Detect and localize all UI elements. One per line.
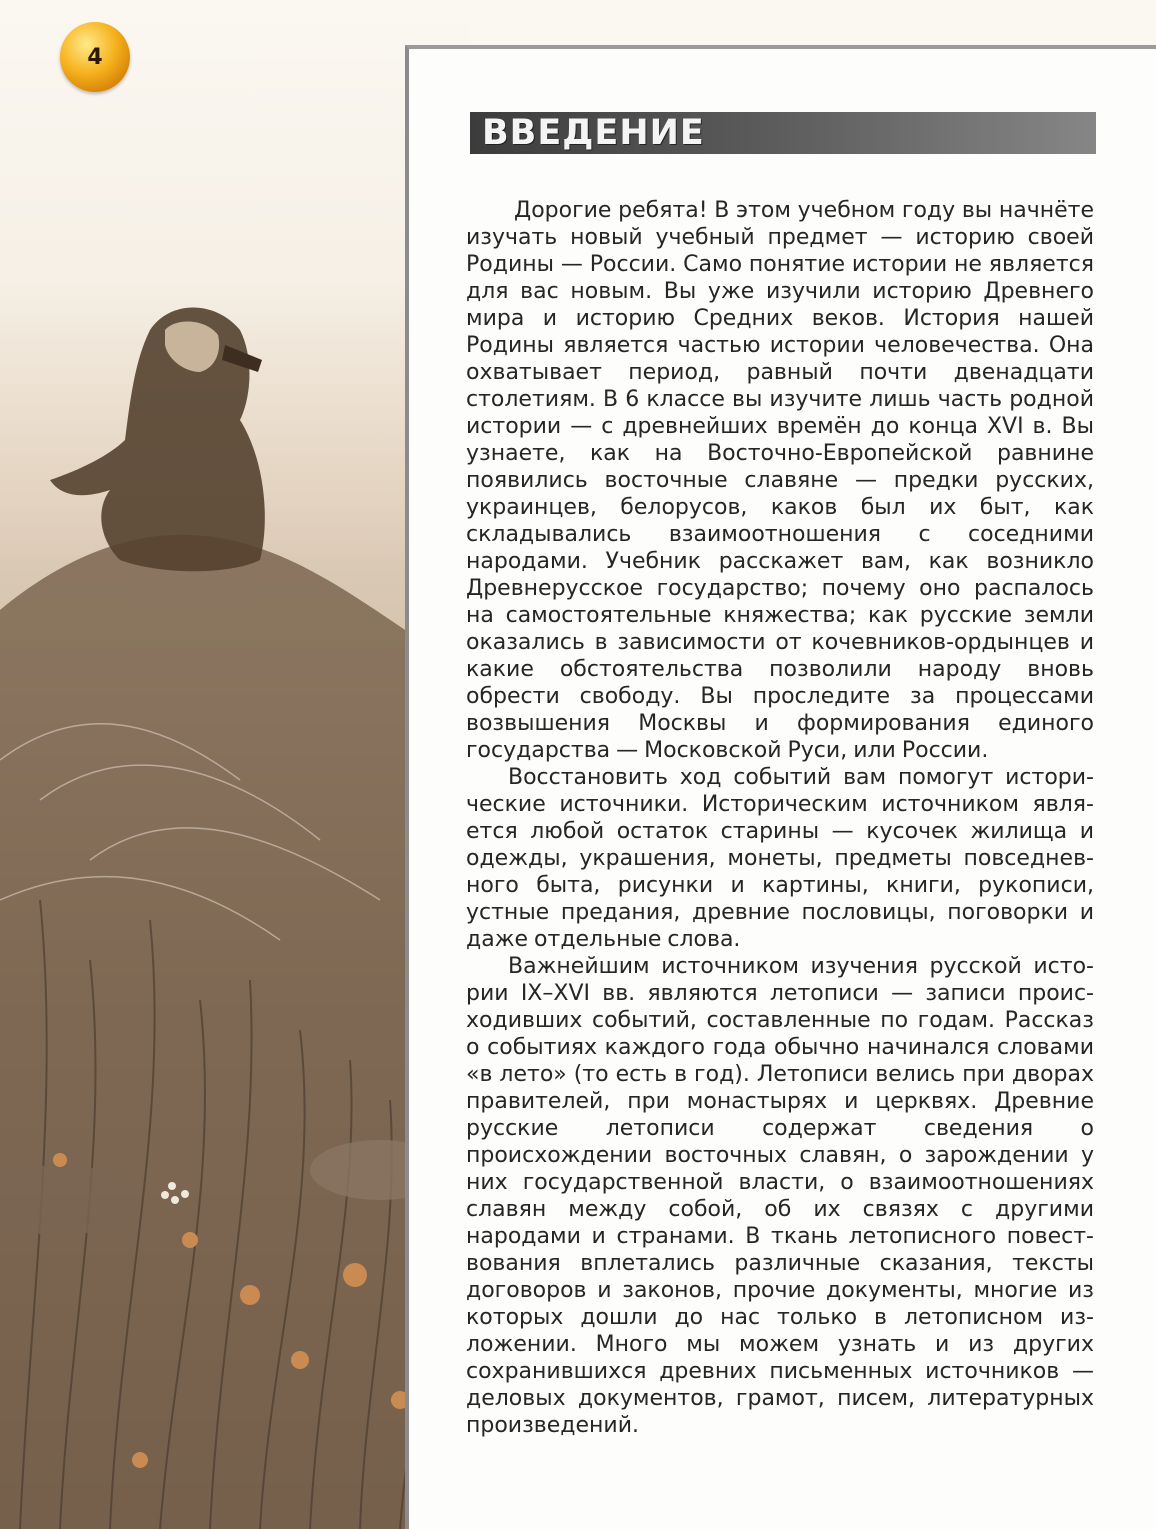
body-text: [466, 197, 1094, 1439]
page-number: 4: [87, 44, 103, 70]
page-number-badge: [60, 22, 130, 92]
section-title: ВВЕДЕНИЕ: [482, 113, 705, 153]
section-heading-bar: [470, 112, 1096, 154]
paragraph-sources: Восстановить ход событий вам помогут исторические источники. Историческим источником является любой остаток старины — кусочек жилища и одежды, украшения, монеты, предметы повседневного быта, рисунки и картины, книги, рукописи, устные предания, древние пословицы, поговорки и даже отдельные слова.: [466, 765, 1094, 952]
paragraph-chronicles: Важнейшим источником изучения русской истории IX–XVI вв. являются летописи — записи происходивших событий, составленные по годам. Рассказ о событиях каждого года обычно начинался словами «в лето» (то есть в год). Летописи велись при дворах правителей, при монастырях и церквях. Древние русские летописи содержат сведения о происхождении восточных славян, о зарождении у них государственной власти, о взаимоотношениях славян между собой, об их связях с другими народами и странами. В ткань летописного повествования вплетались различные сказания, тексты договоров и законов, прочие документы, многие из которых дошли до нас только в летописном изложении. Много мы можем узнать и из других сохранившихся древних письменных источников — деловых документов, грамот, писем, литературных произведений.: [466, 954, 1094, 1438]
paragraph-intro: Дорогие ребята! В этом учебном году вы начнёте изучать новый учебный предмет — историю своей Родины — России. Само понятие истории не является для вас новым. Вы уже изучили историю Древнего мира и историю Средних веков. История нашей Родины является частью истории человечества. Она охватывает период, равный почти двенадцати столетиям. В 6 классе вы изучите лишь часть родной истории — с древнейших времён до конца XVI в. Вы узнаете, как на Восточно-Европейской равнине появились восточные славяне — предки русских, украинцев, белорусов, каков был их быт, как складывались взаимоотношения с соседними народами. Учебник расскажет вам, как возникло Древнерусское государство; почему оно распалось на самостоятельные княжества; как русские земли оказались в зависимости от кочевников-ордынцев и какие обстоятельства позволили народу вновь обрести свободу. Вы проследите за процессами возвышения Москвы и формирования единого государства — Московской Руси, или России.: [466, 198, 1094, 763]
sepia-painting-illustration: [0, 0, 470, 1529]
